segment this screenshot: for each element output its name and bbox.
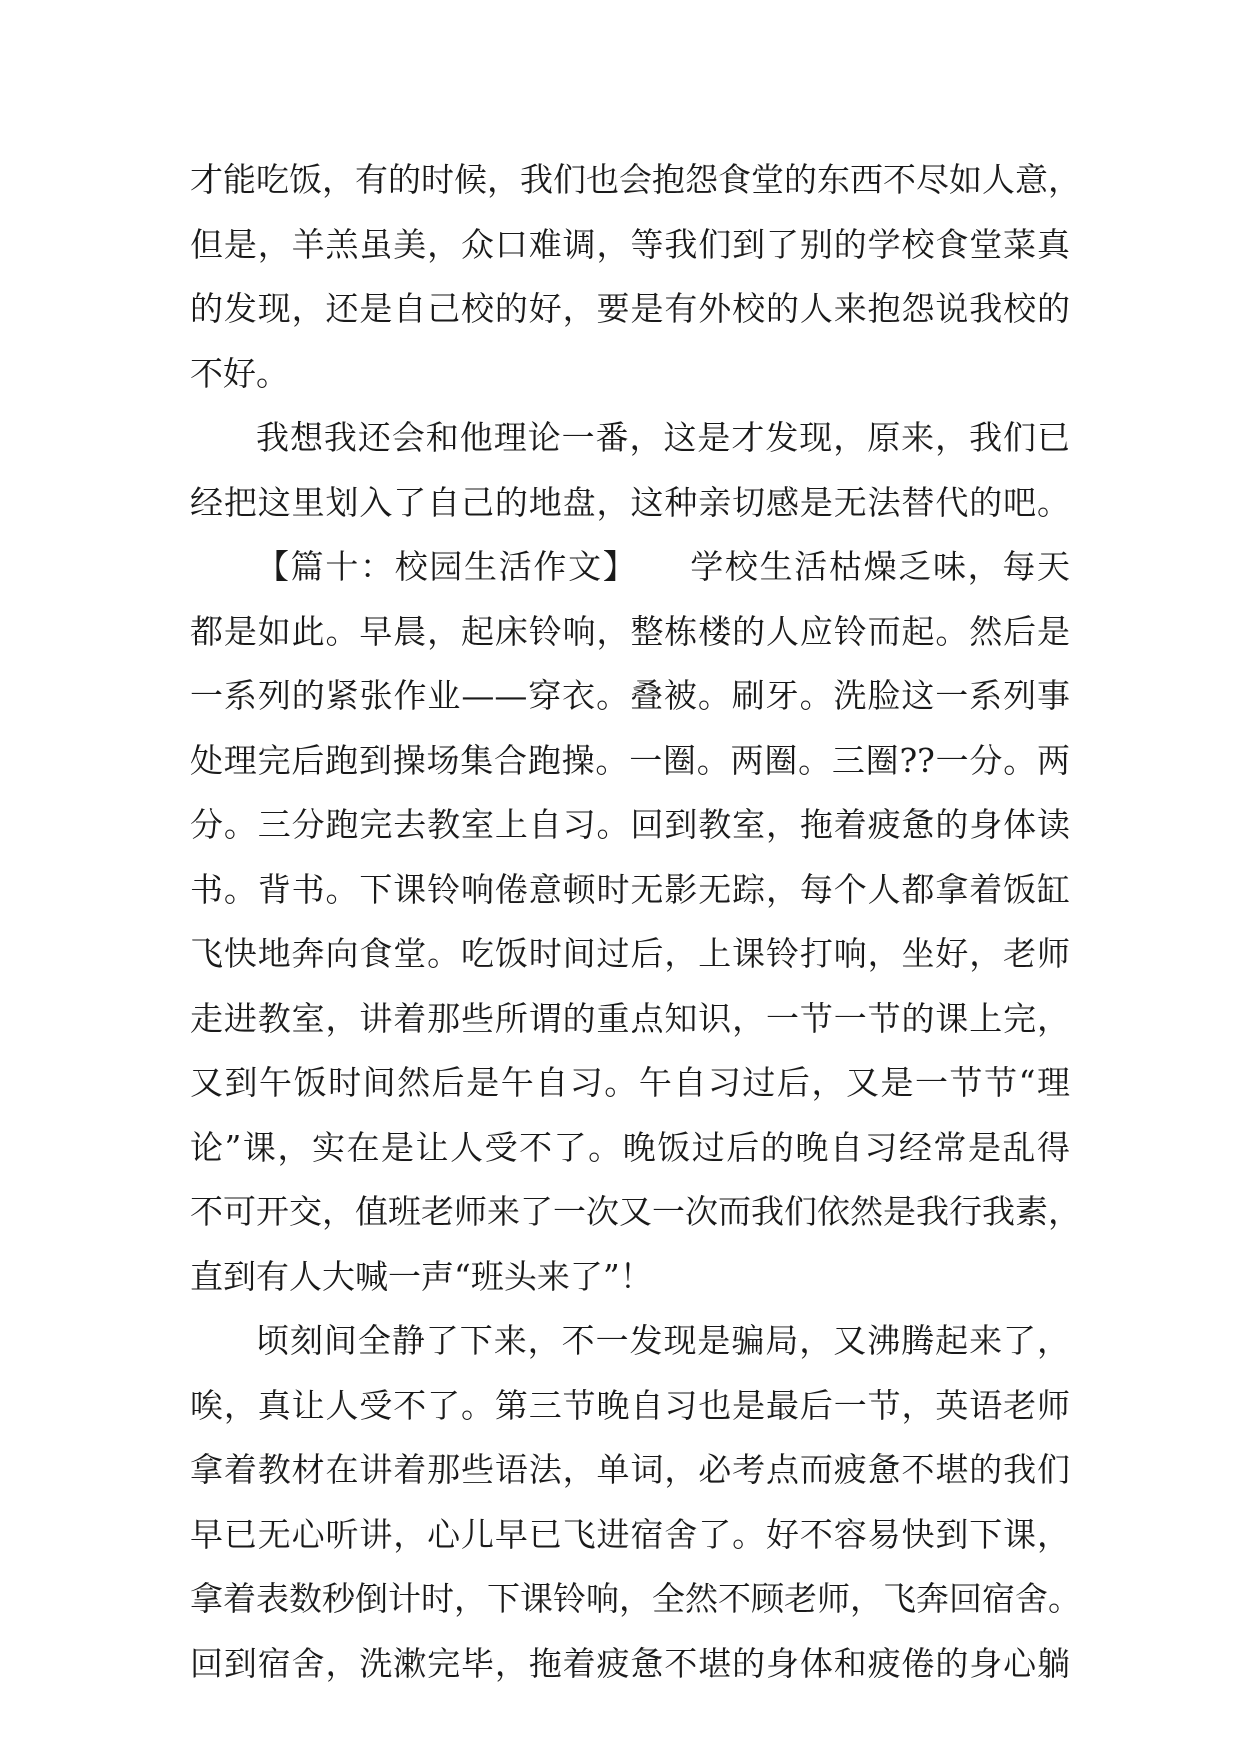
article-body [190, 148, 1081, 1696]
text-line: 书。背书。下课铃响倦意顿时无影无踪，每个人都拿着饭缸 [190, 869, 1070, 909]
text-line: 拿着表数秒倒计时，下课铃响，全然不顾老师，飞奔回宿舍。 [190, 1579, 1081, 1618]
section-heading-line: 【篇十：校园生活作文】 学校生活枯燥乏味，每天 [256, 547, 1070, 586]
text-line: 又到午饭时间然后是午自习。午自习过后，又是一节节“理 [190, 1063, 1070, 1102]
text-line: 飞快地奔向食堂。吃饭时间过后，上课铃打响，坐好，老师 [190, 934, 1070, 973]
text-line: 分。三分跑完去教室上自习。回到教室，拖着疲惫的身体读 [190, 805, 1070, 844]
text-line: 处理完后跑到操场集合跑操。一圈。两圈。三圈??一分。两 [190, 740, 1070, 780]
text-line: 回到宿舍，洗漱完毕，拖着疲惫不堪的身体和疲倦的身心躺 [190, 1643, 1070, 1683]
text-line: 不可开交，值班老师来了一次又一次而我们依然是我行我素， [190, 1192, 1081, 1231]
text-line: 一系列的紧张作业——穿衣。叠被。刷牙。洗脸这一系列事 [190, 676, 1070, 715]
text-line: 唉，真让人受不了。第三节晚自习也是最后一节，英语老师 [190, 1385, 1070, 1425]
text-line: 论”课，实在是让人受不了。晚饭过后的晚自习经常是乱得 [190, 1127, 1070, 1167]
text-line: 但是，羊羔虽美，众口难调，等我们到了别的学校食堂菜真 [190, 224, 1070, 264]
text-line: 早已无心听讲，心儿早已飞进宿舍了。好不容易快到下课， [190, 1514, 1070, 1554]
text-line: 不好。 [190, 353, 289, 393]
paragraph-start-line: 顷刻间全静了下来，不一发现是骗局，又沸腾起来了， [256, 1321, 1070, 1360]
text-line: 的发现，还是自己校的好，要是有外校的人来抱怨说我校的 [190, 289, 1070, 328]
text-line: 都是如此。早晨，起床铃响，整栋楼的人应铃而起。然后是 [190, 611, 1070, 651]
paragraph-start-line: 我想我还会和他理论一番，这是才发现，原来，我们已 [256, 418, 1070, 457]
text-line: 经把这里划入了自己的地盘，这种亲切感是无法替代的吧。 [190, 482, 1070, 522]
text-line: 才能吃饭，有的时候，我们也会抱怨食堂的东西不尽如人意， [190, 160, 1081, 199]
text-line: 拿着教材在讲着那些语法，单词，必考点而疲惫不堪的我们 [190, 1450, 1070, 1489]
text-line: 直到有人大喊一声“班头来了”！ [190, 1256, 653, 1296]
text-line: 走进教室，讲着那些所谓的重点知识，一节一节的课上完， [190, 998, 1070, 1038]
